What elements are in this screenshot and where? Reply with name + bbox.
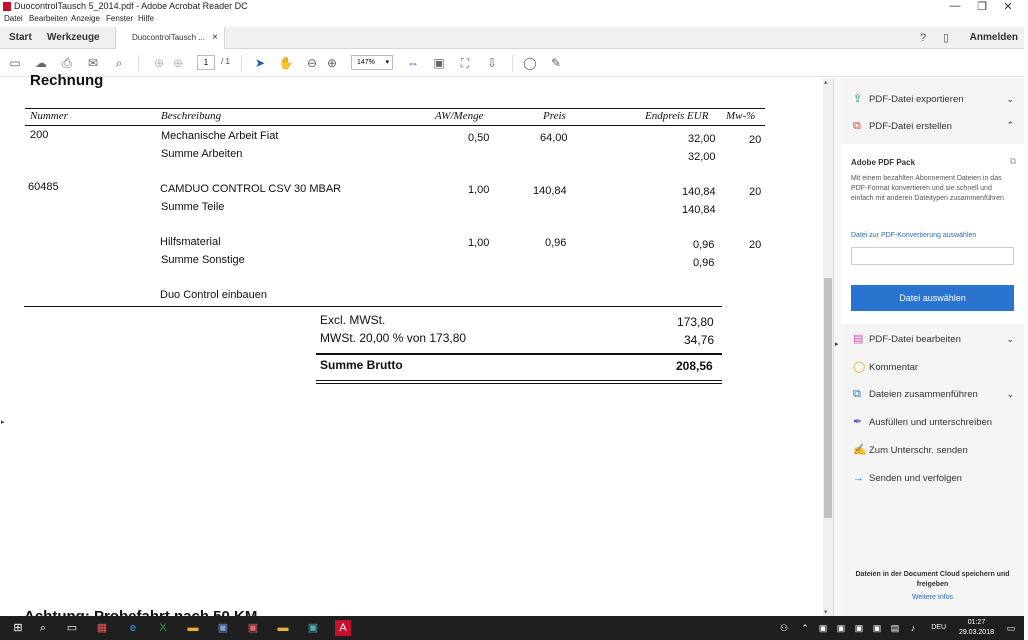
scroll-up-icon[interactable]: ▴	[824, 79, 828, 86]
tab-tools[interactable]: Werkzeuge	[47, 32, 100, 43]
app-icon[interactable]: ▣	[217, 622, 229, 634]
panel-item-export[interactable]	[853, 90, 964, 108]
language-indicator[interactable]: DEU	[931, 624, 946, 631]
chevron-down-icon: ▾	[385, 59, 389, 66]
table-top-rule	[25, 108, 765, 109]
scroll-mode-icon[interactable]: ⇩	[486, 56, 498, 70]
tray-app-icon[interactable]: ▣	[818, 623, 828, 633]
totals-rule	[24, 306, 722, 307]
edit-pdf-icon: ▤	[853, 333, 864, 345]
clock[interactable]	[959, 618, 994, 638]
acrobat-taskbar-icon[interactable]: A	[335, 620, 351, 636]
app-icon[interactable]: ▣	[307, 622, 319, 634]
panel-item-combine[interactable]	[853, 385, 978, 403]
acrobat-app-icon	[3, 2, 11, 11]
vat-label: MWSt. 20,00 % von 173,80	[320, 331, 467, 345]
network-icon[interactable]: ▤	[890, 623, 900, 633]
gross-bottom-rule-2	[316, 383, 722, 384]
pdf-pack-box	[841, 144, 1024, 324]
task-view-icon[interactable]: ▭	[66, 622, 78, 634]
create-pdf-icon: ⧉	[853, 120, 861, 132]
pack-title: Adobe PDF Pack	[851, 158, 916, 167]
save-icon[interactable]: ▭	[9, 56, 21, 70]
page-number-input[interactable]: 1	[197, 55, 215, 70]
table-cell: 64,00	[540, 132, 568, 144]
tray-app-icon[interactable]: ▣	[836, 623, 846, 633]
rotate-icon[interactable]: ▣	[433, 56, 445, 70]
more-info-link[interactable]: Weitere Infos	[911, 594, 954, 601]
table-cell: 0,96	[545, 237, 567, 249]
panel-item-send-sign[interactable]	[853, 441, 968, 459]
panel-item-send-track[interactable]	[853, 469, 962, 487]
comment-icon[interactable]: ◯	[523, 56, 537, 70]
volume-icon[interactable]: ♪	[910, 623, 916, 633]
table-cell: 1,00	[468, 237, 490, 249]
panel-item-fill-sign[interactable]	[853, 413, 992, 431]
send-track-icon: →	[853, 472, 864, 484]
minimize-button[interactable]: —	[949, 0, 961, 12]
col-preis: Preis	[543, 110, 566, 122]
col-nummer: Nummer	[30, 110, 68, 122]
table-cell: 0,96	[693, 257, 715, 269]
pack-link[interactable]: Datei zur PDF-Konvertierung auswählen	[851, 232, 977, 239]
table-cell: Hilfsmaterial	[160, 236, 221, 248]
search-icon[interactable]: ⌕	[39, 622, 47, 634]
panel-item-label: PDF-Datei erstellen	[869, 121, 952, 132]
full-screen-icon[interactable]: ⛶	[460, 56, 470, 70]
notifications-icon[interactable]: ▭	[1006, 623, 1016, 633]
table-cell: 20	[749, 239, 762, 251]
menu-window[interactable]: Fenster	[106, 14, 134, 23]
table-cell: 200	[30, 129, 49, 141]
menu-bar	[0, 13, 1024, 25]
panel-item-create[interactable]	[853, 117, 952, 135]
cloud-text: Dateien in der Document Cloud speichern und freigeben	[855, 571, 1010, 588]
excel-icon[interactable]: X	[159, 622, 167, 634]
menu-view[interactable]: Anzeige	[71, 14, 100, 23]
separator	[241, 55, 242, 71]
scrollbar-thumb[interactable]	[824, 278, 832, 518]
panel-item-label: Zum Unterschr. senden	[869, 445, 968, 456]
taskbar	[0, 616, 1024, 640]
table-cell: 32,00	[688, 151, 716, 163]
fill-sign-icon: ✒	[853, 416, 863, 428]
panel-item-label: Ausfüllen und unterschreiben	[869, 417, 993, 428]
gross-bottom-rule	[316, 380, 722, 381]
tray-chevron-icon[interactable]: ⌃	[801, 623, 809, 633]
table-cell: Summe Teile	[161, 201, 225, 213]
excl-label: Excl. MWSt.	[320, 313, 386, 327]
panel-item-label: PDF-Datei bearbeiten	[869, 334, 961, 345]
chevron-down-icon[interactable]: ⌄	[1006, 389, 1014, 399]
help-icon[interactable]: ?	[919, 32, 927, 44]
gross-label: Summe Brutto	[320, 358, 403, 372]
combine-files-icon: ⧉	[853, 388, 861, 400]
gross-top-rule	[316, 353, 722, 355]
right-pane-toggle[interactable]	[833, 78, 841, 616]
zoom-value: 147%	[357, 59, 375, 66]
toolbar	[0, 49, 1024, 77]
tray-app-icon[interactable]: ▣	[872, 623, 882, 633]
table-header-rule	[25, 125, 765, 126]
table-cell: 0,96	[693, 239, 715, 251]
separator	[138, 55, 139, 71]
vertical-scrollbar[interactable]	[823, 78, 833, 616]
title-bar	[0, 0, 1024, 13]
pack-settings-icon[interactable]: ⧉	[1009, 156, 1016, 166]
search-icon[interactable]: ⌕	[115, 56, 123, 70]
table-cell: 32,00	[688, 133, 716, 145]
menu-file[interactable]: Datei	[4, 14, 23, 23]
panel-item-comment[interactable]	[853, 358, 918, 376]
left-pane-toggle-icon[interactable]: ▸	[1, 419, 5, 426]
app-icon[interactable]: ▣	[247, 622, 259, 634]
chevron-up-icon[interactable]: ⌃	[1006, 120, 1014, 130]
folder-icon[interactable]: ▬	[277, 622, 289, 634]
next-page-icon[interactable]: ⊕	[172, 56, 184, 70]
print-icon[interactable]: ⎙	[62, 56, 72, 70]
table-cell: CAMDUO CONTROL CSV 30 MBAR	[160, 183, 342, 195]
table-cell: 140,84	[682, 186, 716, 198]
select-cursor-icon[interactable]: ➤	[254, 56, 266, 70]
document-note: Duo Control einbauen	[160, 289, 268, 301]
col-beschreibung: Beschreibung	[161, 110, 222, 122]
table-cell: 20	[749, 186, 762, 198]
zoom-in-icon[interactable]: ⊕	[326, 56, 338, 70]
document-heading: Rechnung	[30, 72, 104, 89]
export-pdf-icon: ⇪	[853, 93, 863, 105]
panel-item-label: PDF-Datei exportieren	[869, 94, 964, 105]
zoom-select[interactable]	[351, 55, 393, 70]
comment-bubble-icon: ◯	[853, 361, 866, 373]
sign-in-button[interactable]: Anmelden	[969, 32, 1018, 43]
file-field[interactable]	[851, 247, 1014, 265]
pack-description: Mit einem bezahlten Abonnement Dateien in das PDF-Format konvertieren und sie schnell und einfach mit anderen Dateitypen zusammenführen	[851, 175, 1004, 202]
window-title: DuocontrolTausch 5_2014.pdf - Adobe Acrobat Reader DC	[14, 1, 248, 11]
close-tab-icon[interactable]: ×	[212, 32, 218, 43]
document-view[interactable]	[0, 72, 833, 616]
tab-start[interactable]: Start	[9, 32, 32, 43]
clock-date: 29.03.2018	[958, 629, 994, 636]
table-cell: Mechanische Arbeit Fiat	[161, 130, 279, 142]
tab-bar	[0, 27, 1024, 49]
chevron-down-icon[interactable]: ⌄	[1006, 334, 1014, 344]
table-cell: Summe Sonstige	[161, 254, 245, 266]
fit-width-icon[interactable]: ⇔	[407, 56, 419, 70]
select-file-button[interactable]: Datei auswählen	[851, 285, 1014, 311]
excl-value: 173,80	[677, 315, 714, 329]
gross-value: 208,56	[676, 359, 713, 373]
table-cell: 20	[749, 134, 762, 146]
table-cell: 0,50	[468, 132, 490, 144]
table-cell: 140,84	[682, 204, 716, 216]
table-cell: 60485	[28, 181, 59, 193]
file-explorer-icon[interactable]: ▬	[187, 622, 199, 634]
col-menge: AW/Menge	[435, 110, 484, 122]
chevron-down-icon[interactable]: ⌄	[1006, 94, 1014, 104]
panel-item-label: Kommentar	[869, 362, 919, 373]
restore-button[interactable]: ❐	[977, 1, 987, 13]
chevron-right-icon: ▸	[835, 341, 839, 348]
table-cell: 1,00	[468, 184, 490, 196]
highlight-pen-icon[interactable]: ✎	[550, 56, 562, 70]
page-total: / 1	[221, 57, 230, 66]
windows-start-icon[interactable]: ⊞	[13, 622, 23, 634]
menu-help[interactable]: Hilfe	[138, 14, 155, 23]
col-mw: Mw-%	[726, 110, 756, 122]
edge-browser-icon[interactable]: e	[129, 622, 137, 634]
mobile-link-icon[interactable]: ▯	[942, 32, 950, 44]
table-cell: Summe Arbeiten	[161, 148, 243, 160]
tab-document-label: DuocontrolTausch ...	[132, 33, 205, 42]
panel-item-label: Senden und verfolgen	[869, 473, 962, 484]
zoom-out-icon[interactable]: ⊖	[306, 56, 318, 70]
tab-document[interactable]	[115, 27, 225, 49]
clock-time: 01:27	[967, 619, 986, 626]
send-signature-icon: ✍	[853, 444, 867, 456]
close-button[interactable]: ✕	[1003, 1, 1013, 13]
table-cell: 140,84	[533, 185, 567, 197]
separator	[512, 55, 513, 71]
store-icon[interactable]: ▦	[96, 622, 108, 634]
previous-page-icon[interactable]: ⊕	[153, 56, 165, 70]
vat-value: 34,76	[684, 333, 715, 347]
menu-edit[interactable]: Bearbeiten	[29, 14, 68, 23]
col-endpreis: Endpreis EUR	[645, 110, 709, 122]
email-icon[interactable]: ✉	[87, 56, 99, 70]
tools-panel	[841, 78, 1024, 616]
panel-item-edit[interactable]	[853, 330, 961, 348]
panel-item-label: Dateien zusammenführen	[869, 389, 978, 400]
hand-tool-icon[interactable]: ✋	[278, 56, 294, 70]
people-icon[interactable]: ⚇	[779, 623, 789, 633]
scroll-down-icon[interactable]: ▾	[824, 609, 828, 616]
upload-cloud-icon[interactable]: ☁	[35, 56, 47, 70]
tray-app-icon[interactable]: ▣	[854, 623, 864, 633]
